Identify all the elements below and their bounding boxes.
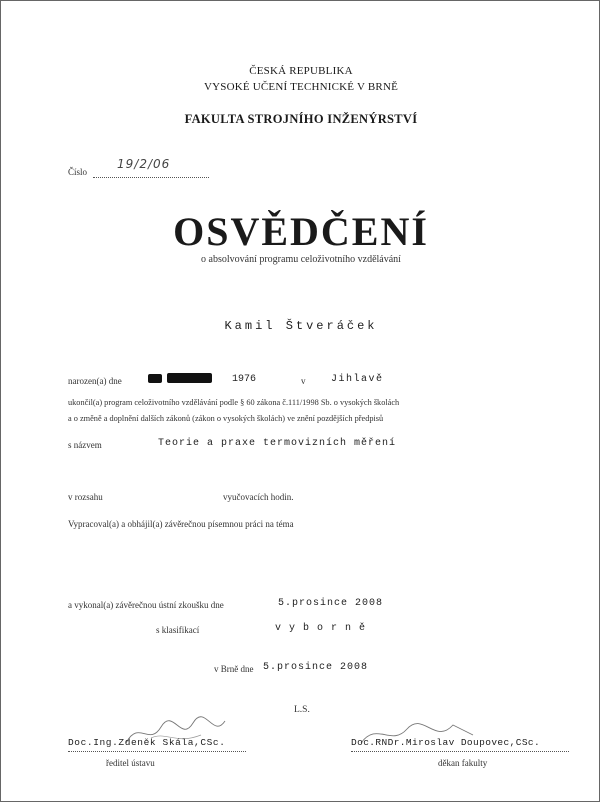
program-label: s názvem <box>68 440 102 450</box>
program-name: Teorie a praxe termovizních měření <box>158 438 397 449</box>
birth-place-label: v <box>301 376 306 386</box>
redacted-birth-month <box>167 373 212 383</box>
right-signatory-title: děkan fakulty <box>438 758 488 768</box>
certificate-subtitle: o absolvování programu celoživotního vzdělávání <box>201 254 401 265</box>
number-label: Číslo <box>68 167 88 177</box>
holder-name: Kamil Štveráček <box>224 319 378 333</box>
birth-place: Jihlavě <box>331 374 384 385</box>
right-signature-line <box>351 751 569 752</box>
left-signatory-title: ředitel ústavu <box>106 758 155 768</box>
number-dotted-line <box>93 177 209 178</box>
left-signature-line <box>68 751 246 752</box>
country-heading: ČESKÁ REPUBLIKA <box>249 65 353 77</box>
thesis-label: Vypracoval(a) a obhájil(a) závěrečnou písemnou práci na téma <box>68 519 294 529</box>
exam-label: a vykonal(a) závěrečnou ústní zkoušku dne <box>68 600 224 610</box>
certificate-title: OSVĚDČENÍ <box>173 209 429 254</box>
grade-label: s klasifikací <box>156 625 200 635</box>
university-heading: VYSOKÉ UČENÍ TECHNICKÉ V BRNĚ <box>203 81 399 93</box>
scope-unit: vyučovacích hodin. <box>223 492 294 502</box>
seal-mark: L.S. <box>294 705 310 715</box>
right-signatory-name: Doc.RNDr.Miroslav Doupovec,CSc. <box>351 737 541 748</box>
number-value: 19/2/06 <box>117 157 171 171</box>
redacted-birth-day <box>148 374 162 383</box>
faculty-heading: FAKULTA STROJNÍHO INŽENÝRSTVÍ <box>184 112 418 126</box>
scope-label: v rozsahu <box>68 492 103 502</box>
completion-text-line2: a o změně a doplnění dalších zákonů (zákon o vysokých školách) ve znění pozdějších předpisů <box>68 414 384 423</box>
birth-label: narozen(a) dne <box>68 376 122 386</box>
left-signatory-name: Doc.Ing.Zdeněk Skála,CSc. <box>68 737 226 748</box>
exam-date: 5.prosince 2008 <box>278 598 384 609</box>
birth-year: 1976 <box>232 374 257 385</box>
issued-label: v Brně dne <box>214 664 254 674</box>
completion-text-line1: ukončil(a) program celoživotního vzdělávání podle § 60 zákona č.111/1998 Sb. o vysokých školách <box>68 398 400 407</box>
grade-value: v y b o r n ě <box>275 623 367 634</box>
issued-date: 5.prosince 2008 <box>263 662 369 673</box>
